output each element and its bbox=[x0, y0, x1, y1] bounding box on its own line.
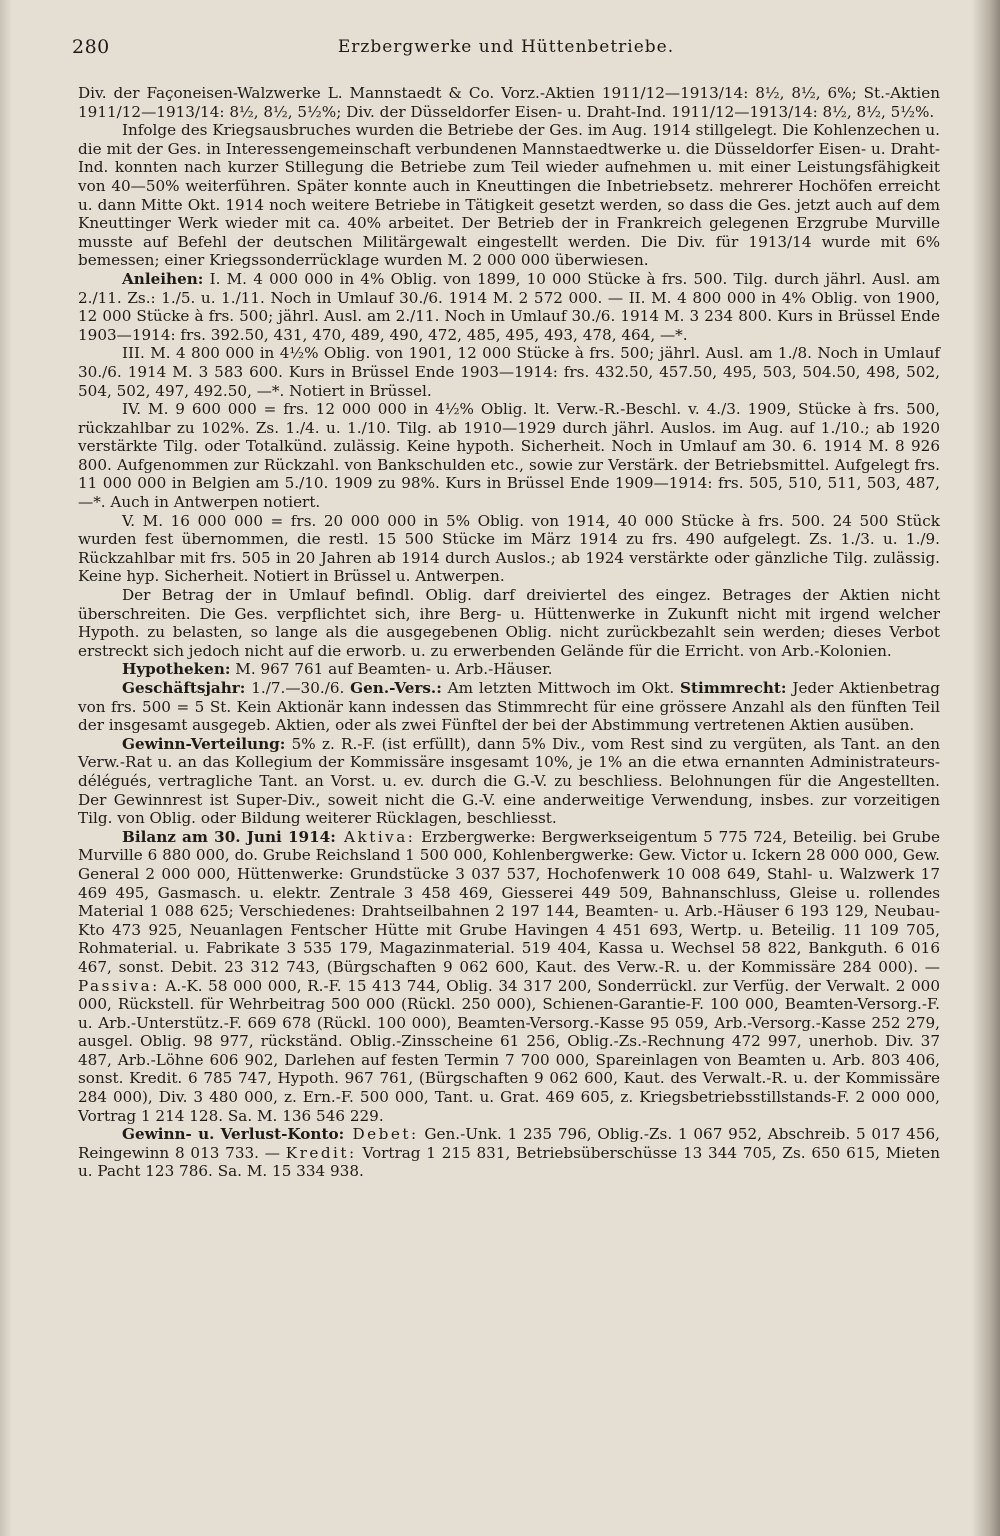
running-title: Erzbergwerke und Hüttenbetriebe. bbox=[337, 37, 675, 57]
fiscal-year-paragraph bbox=[78, 679, 940, 735]
page-header bbox=[72, 36, 940, 64]
profit-distribution-heading: Gewinn-Verteilung: bbox=[122, 734, 286, 753]
mortgages-text: M. 967 761 auf Beamten- u. Arb.-Häuser. bbox=[230, 660, 553, 679]
bond-iii-paragraph: III. M. 4 800 000 in 4½% Oblig. von 1901, 12 000 Stücke à frs. 500; jährl. Ausl. am 1./8. Noch in Umlauf 30./6. 1914 M. 3 583 600. Kurs in Brüssel Ende 1903—1914: frs. 432.50, 457.50, 495, 503, 504.50, 498, 502, 504, 502, 497, 492.50, —*. Notiert in Brüssel. bbox=[78, 344, 940, 400]
body-text bbox=[78, 84, 940, 1181]
debit-label: Debet: bbox=[344, 1125, 419, 1144]
profit-distribution-text: 5% z. R.-F. (ist erfüllt), dann 5% Div., vom Rest sind zu vergüten, als Tant. an den Verw.-Rat u. an das Kollegium der Kommissäre insgesamt 10%, je 1% an die etwa ernannten Administrateurs-délégués, vertragliche Tant. an Vorst. u. ev. durch die G.-V. zu beschliess. Belohnungen für die Angestellten. Der Gewinnrest ist Super-Div., soweit nicht die G.-V. eine anderweitige Verwendung, insbes. zur vorzeitigen Tilg. von Oblig. oder Bildung weiterer Rücklagen, beschliesst. bbox=[78, 734, 940, 828]
credit-text: Vortrag 1 215 831, Betriebsüberschüsse 13 344 705, Zs. 650 615, Mieten u. Pacht 123 786. Sa. M. 15 334 938. bbox=[78, 1143, 940, 1181]
voting-right-text: Jeder Aktienbetrag von frs. 500 = 5 St. Kein Aktionär kann indessen das Stimmrecht für eine grössere Anzahl als den fünften Teil der insgesamt ausgegeb. Aktien, oder als zwei Fünftel der bei der Abstimmung vertretenen Aktien ausüben. bbox=[78, 679, 940, 735]
page-left-shadow bbox=[0, 0, 12, 1536]
credit-label: Kredit: bbox=[285, 1143, 357, 1162]
profit-loss-heading: Gewinn- u. Verlust-Konto: bbox=[122, 1125, 345, 1144]
bonds-paragraph bbox=[78, 270, 940, 344]
profit-distribution-paragraph bbox=[78, 735, 940, 828]
bond-iv-paragraph: IV. M. 9 600 000 = frs. 12 000 000 in 4½% Oblig. lt. Verw.-R.-Beschl. v. 4./3. 1909, Stücke à frs. 500, rückzahlbar zu 102%. Zs. 1./4. u. 1./10. Tilg. ab 1910—1929 durch jährl. Auslos. im Aug. auf 1./10.; ab 1920 verstärkte Tilg. oder Totalkünd. zulässig. Keine hypoth. Sicherheit. Noch in Umlauf am 30. 6. 1914 M. 8 926 800. Aufgenommen zur Rückzahl. von Bankschulden etc., sowie zur Verstärk. der Betriebsmittel. Aufgelegt frs. 11 000 000 in Belgien am 5./10. 1909 zu 98%. Kurs in Brüssel Ende 1909—1914: frs. 505, 510, 511, 503, 487, —*. Auch in Antwerpen notiert. bbox=[78, 400, 940, 512]
liabilities-text: A.-K. 58 000 000, R.-F. 15 413 744, Oblig. 34 317 200, Sonderrückl. zur Verfüg. der Verwalt. 2 000 000, Rückstell. für Wehrbeitrag 500 000 (Rückl. 250 000), Schienen-Garantie-F. 100 000, Beamten-Versorg.-F. u. Arb.-Unterstütz.-F. 669 678 (Rückl. 100 000), Beamten-Versorg.-Kasse 95 059, Arb.-Versorg.-Kasse 252 279, ausgel. Oblig. 98 977, rückständ. Oblig.-Zinsscheine 61 256, Oblig.-Zs.-Rechnung 472 997, unerhob. Div. 37 487, Arb.-Löhne 606 902, Darlehen auf festen Termin 7 700 000, Spareinlagen von Beamten u. Arb. 803 406, sonst. Kredit. 6 785 747, Hypoth. 967 761, (Bürgschaften 9 062 600, Kaut. des Verwalt.-R. u. der Kommissäre 284 000), Div. 3 480 000, z. Ern.-F. 500 000, Tant. u. Grat. 469 605, z. Kriegsbetriebsstillstands-F. 2 000 000, Vortrag 1 214 128. Sa. M. 136 546 229. bbox=[78, 976, 940, 1125]
debit-text: Gen.-Unk. 1 235 796, Oblig.-Zs. 1 067 952, Abschreib. 5 017 456, Reingewinn 8 013 733. — bbox=[78, 1125, 940, 1162]
assets-text: Erzbergwerke: Bergwerkseigentum 5 775 724, Beteilig. bei Grube Murville 6 880 000, do. Grube Reichsland 1 500 000, Kohlenbergwerke: Gew. Victor u. Ickern 28 000 000, Gew. General 2 000 000, Hüttenwerke: Grundstücke 3 037 537, Hochofenwerk 10 008 649, Stahl- u. Walzwerk 17 469 495, Gasmasch. u. elektr. Zentrale 3 458 469, Giesserei 449 509, Bahnanschluss, Gleise u. rollendes Material 1 088 625; Verschiedenes: Drahtseilbahnen 2 197 144, Beamten- u. Arb.-Häuser 6 193 129, Neubau-Kto 473 925, Neuanlagen Fentscher Hütte mit Grube Havingen 4 451 693, Wertp. u. Beteilig. 11 109 705, Rohmaterial. u. Fabrikate 3 535 179, Magazinmaterial. 519 404, Kassa u. Wechsel 58 822, Bankguth. 6 016 467, sonst. Debit. 23 312 743, (Bürgschaften 9 062 600, Kaut. des Verw.-R. u. der Kommissäre 284 000). — bbox=[78, 827, 940, 976]
page-number: 280 bbox=[72, 36, 110, 58]
bonds-heading: Anleihen: bbox=[122, 269, 204, 288]
general-meeting-text: Am letzten Mittwoch im Okt. bbox=[441, 679, 681, 697]
voting-right-heading: Stimmrecht: bbox=[680, 679, 787, 697]
bonds-text: I. M. 4 000 000 in 4% Oblig. von 1899, 10 000 Stücke à frs. 500. Tilg. durch jährl. Ausl. am 2./11. Zs.: 1./5. u. 1./11. Noch in Umlauf 30./6. 1914 M. 2 572 000. — II. M. 4 800 000 in 4% Oblig. von 1900, 12 000 Stücke à frs. 500; jährl. Ausl. am 2./11. Noch in Umlauf 30./6. 1914 M. 3 234 800. Kurs in Brüssel Ende 1903—1914: frs. 392.50, 431, 470, 489, 490, 472, 485, 495, 493, 478, 464, —*. bbox=[78, 269, 940, 344]
bond-v-paragraph: V. M. 16 000 000 = frs. 20 000 000 in 5% Oblig. von 1914, 40 000 Stücke à frs. 500. 24 500 Stück wurden fest übernommen, die restl. 15 500 Stücke im März 1914 zu frs. 490 aufgelegt. Zs. 1./3. u. 1./9. Rückzahlbar mit frs. 505 in 20 Jahren ab 1914 durch Auslos.; ab 1924 verstärkte oder gänzliche Tilg. zulässig. Keine hyp. Sicherheit. Notiert in Brüssel u. Antwerpen. bbox=[78, 511, 940, 586]
mortgages-paragraph bbox=[78, 660, 940, 679]
profit-loss-paragraph bbox=[78, 1125, 940, 1181]
mortgages-heading: Hypotheken: bbox=[122, 660, 231, 679]
liabilities-label: Passiva: bbox=[78, 976, 160, 995]
page-right-edge bbox=[972, 0, 1000, 1536]
balance-sheet-heading: Bilanz am 30. Juni 1914: bbox=[122, 827, 336, 846]
general-meeting-heading: Gen.-Vers.: bbox=[350, 679, 442, 697]
assets-label: Aktiva: bbox=[335, 827, 416, 846]
fiscal-year-text: 1./7.—30./6. bbox=[245, 679, 351, 697]
balance-sheet-paragraph bbox=[78, 828, 940, 1126]
war-paragraph: Infolge des Kriegsausbruches wurden die Betriebe der Ges. im Aug. 1914 stillgelegt. Die Kohlenzechen u. die mit der Ges. in Interessengemeinschaft verbundenen Mannstaedtwerke u. die Düsseldorfer Eisen- u. Draht-Ind. konnten nach kurzer Stillegung die Betriebe zum Teil wieder aufnehmen u. mit einer Leistungsfähigkeit von 40—50% weiterführen. Später konnte auch in Kneuttingen die Inbetriebsetz. mehrerer Hochöfen erreicht u. dann Mitte Okt. 1914 noch weitere Betriebe in Tätigkeit gesetzt werden, so dass die Ges. jetzt auch auf dem Kneuttinger Werk wieder mit ca. 40% arbeitet. Der Betrieb der in Frankreich gelegenen Erzgrube Murville musste auf Befehl der deutschen Militärgewalt eingestellt werden. Die Div. für 1913/14 wurde mit 6% bemessen; einer Kriegssonderrücklage wurden M. 2 000 000 überwiesen. bbox=[78, 121, 940, 270]
dividend-paragraph: Div. der Façoneisen-Walzwerke L. Mannstaedt & Co. Vorz.-Aktien 1911/12—1913/14: 8½, 8½, 6%; St.-Aktien 1911/12—1913/14: 8½, 8½, 5½%; Div. der Düsseldorfer Eisen- u. Draht-Ind. 1911/12—1913/14: 8½, 8½, 5½%. bbox=[78, 84, 940, 121]
bond-limit-paragraph: Der Betrag der in Umlauf befindl. Oblig. darf dreiviertel des eingez. Betrages der Aktien nicht überschreiten. Die Ges. verpflichtet sich, ihre Berg- u. Hüttenwerke in Zukunft nicht mit irgend welcher Hypoth. zu belasten, so lange als die ausgegebenen Oblig. nicht zurückbezahlt sein werden; dieses Verbot erstreckt sich jedoch nicht auf die erworb. u. zu erwerbenden Gelände für die Erricht. von Arb.-Kolonien. bbox=[78, 586, 940, 660]
fiscal-year-heading: Geschäftsjahr: bbox=[122, 679, 246, 697]
